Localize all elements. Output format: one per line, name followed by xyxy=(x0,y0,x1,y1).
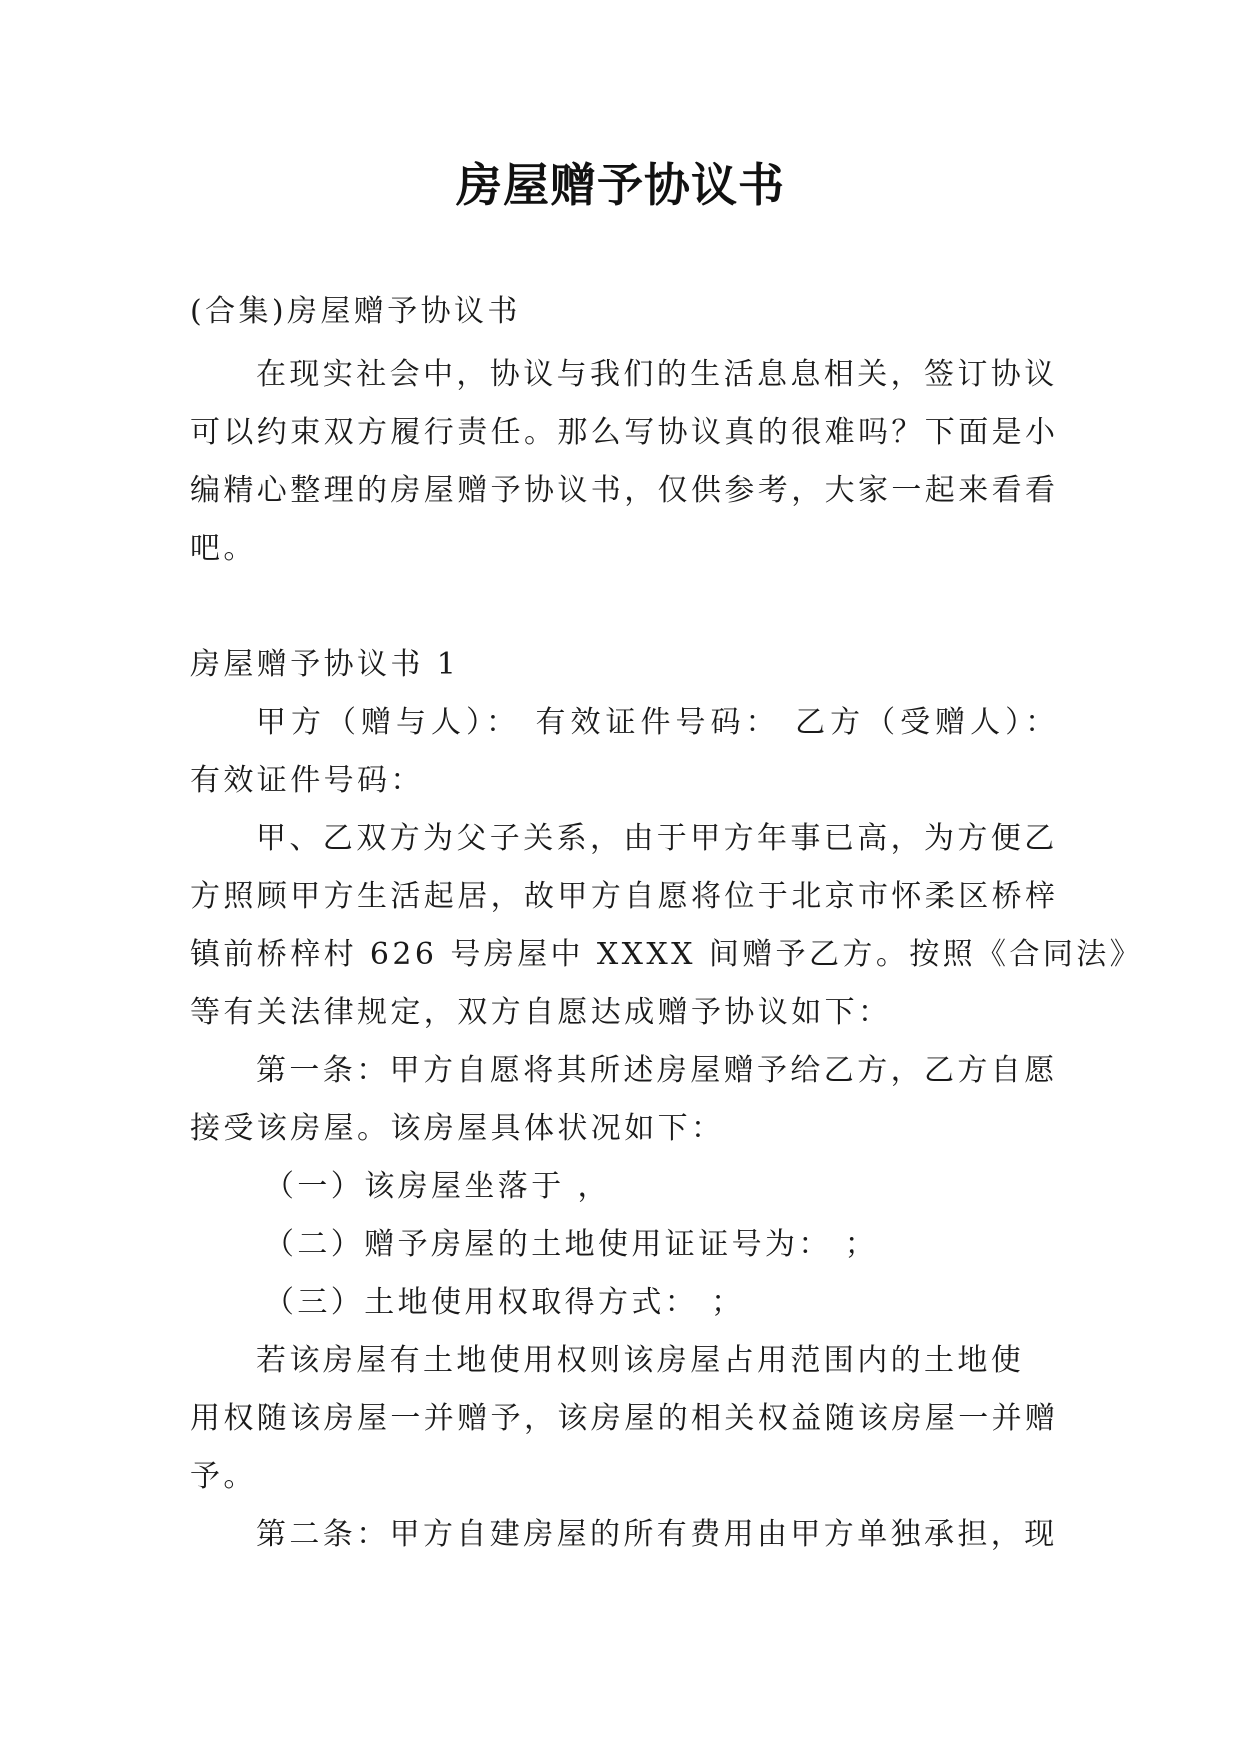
document-subtitle: (合集)房屋赠予协议书 xyxy=(190,294,521,329)
background-line-3: 镇前桥梓村 626 号房屋中 XXXX 间赠予乙方。按照《合同法》 xyxy=(190,937,1144,972)
parties-line-2: 有效证件号码： xyxy=(190,763,424,798)
background-line-1: 甲、乙双方为父子关系，由于甲方年事已高，为方便乙 xyxy=(256,821,1058,856)
intro-line-3: 编精心整理的房屋赠予协议书，仅供参考，大家一起来看看 xyxy=(190,473,1059,508)
article1-line-2: 接受该房屋。该房屋具体状况如下： xyxy=(190,1111,725,1146)
background-line-2: 方照顾甲方生活起居，故甲方自愿将位于北京市怀柔区桥梓 xyxy=(190,879,1059,914)
land-line-1: 若该房屋有土地使用权则该房屋占用范围内的土地使 xyxy=(256,1343,1025,1378)
intro-line-4: 吧。 xyxy=(190,531,257,566)
intro-line-2: 可以约束双方履行责任。那么写协议真的很难吗？下面是小 xyxy=(190,415,1059,450)
article1-line-1: 第一条：甲方自愿将其所述房屋赠予给乙方，乙方自愿 xyxy=(256,1053,1058,1088)
item-1: （一）该房屋坐落于 ， xyxy=(264,1169,611,1204)
item-3: （三）土地使用权取得方式： ； xyxy=(264,1285,745,1320)
parties-line-1: 甲方（赠与人）： 有效证件号码： 乙方（受赠人）： xyxy=(256,705,1061,740)
item-2: （二）赠予房屋的土地使用证证号为： ； xyxy=(264,1227,879,1262)
land-line-3: 予。 xyxy=(190,1459,257,1494)
intro-line-1: 在现实社会中，协议与我们的生活息息相关，签订协议 xyxy=(256,357,1058,392)
article2-line-1: 第二条：甲方自建房屋的所有费用由甲方单独承担，现 xyxy=(256,1517,1058,1552)
section-heading: 房屋赠予协议书 1 xyxy=(190,647,460,682)
background-line-4: 等有关法律规定，双方自愿达成赠予协议如下： xyxy=(190,995,892,1030)
document-title: 房屋赠予协议书 xyxy=(456,158,785,212)
land-line-2: 用权随该房屋一并赠予，该房屋的相关权益随该房屋一并赠 xyxy=(190,1401,1059,1436)
